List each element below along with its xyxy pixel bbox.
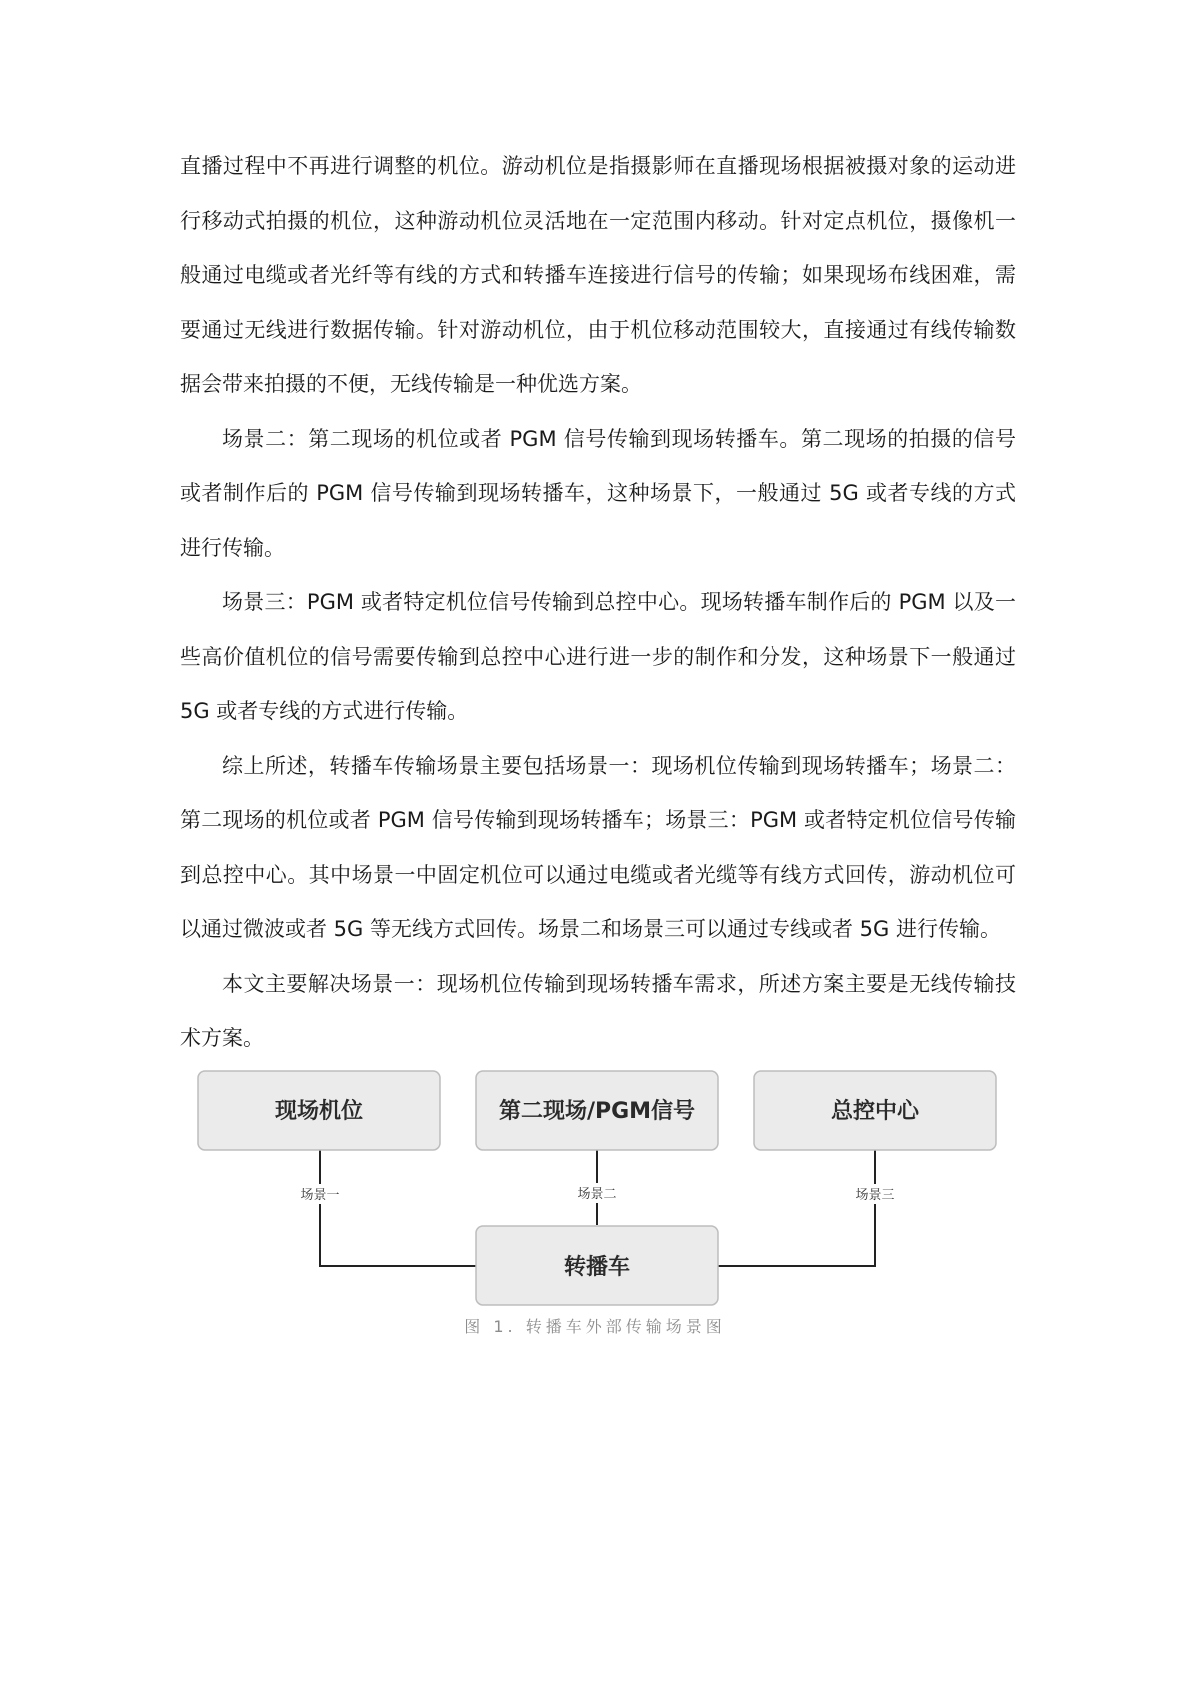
paragraph-3: 场景三：PGM 或者特定机位信号传输到总控中心。现场转播车制作后的 PGM 以及一些高价值机位的信号需要传输到总控中心进行进一步的制作和分发，这种场景下一般通过 5G 或者专线的方式进行传输。 xyxy=(180,590,1016,723)
paragraph-4: 综上所述，转播车传输场景主要包括场景一：现场机位传输到现场转播车；场景二：第二现场的机位或者 PGM 信号传输到现场转播车；场景三：PGM 或者特定机位信号传输到总控中心。其中场景一中固定机位可以通过电缆或者光缆等有线方式回传，游动机位可以通过微波或者 5G 等无线方式回传。场景二和场景三可以通过专线或者 5G 进行传输。 xyxy=(180,753,1016,941)
paragraph-2: 场景二：第二现场的机位或者 PGM 信号传输到现场转播车。第二现场的拍摄的信号或者制作后的 PGM 信号传输到现场转播车，这种场景下，一般通过 5G 或者专线的方式进行传输。 xyxy=(180,426,1016,560)
paragraph-5: 本文主要解决场景一：现场机位传输到现场转播车需求，所述方案主要是无线传输技术方案。 xyxy=(180,971,1016,1050)
connector-scene1 xyxy=(320,1150,478,1266)
edge-label-scene2: 场景二 xyxy=(577,1187,617,1202)
label-site-camera: 现场机位 xyxy=(274,1099,364,1124)
transmission-diagram xyxy=(0,1070,1190,1330)
body-text xyxy=(180,139,1016,1066)
label-second-site: 第二现场/PGM信号 xyxy=(498,1099,696,1124)
diagram-svg xyxy=(0,1070,1190,1330)
edge-label-scene3: 场景三 xyxy=(855,1188,895,1203)
connector-scene3 xyxy=(718,1150,875,1266)
label-ob-van: 转播车 xyxy=(563,1255,631,1280)
edge-label-scene1: 场景一 xyxy=(300,1188,340,1203)
figure-caption: 图 1. 转播车外部传输场景图 xyxy=(464,1317,726,1336)
label-control-center: 总控中心 xyxy=(830,1099,920,1124)
paragraph-1: 直播过程中不再进行调整的机位。游动机位是指摄影师在直播现场根据被摄对象的运动进行移动式拍摄的机位，这种游动机位灵活地在一定范围内移动。针对定点机位，摄像机一般通过电缆或者光纤等有线的方式和转播车连接进行信号的传输；如果现场布线困难，需要通过无线进行数据传输。针对游动机位，由于机位移动范围较大，直接通过有线传输数据会带来拍摄的不便，无线传输是一种优选方案。 xyxy=(180,154,1016,396)
